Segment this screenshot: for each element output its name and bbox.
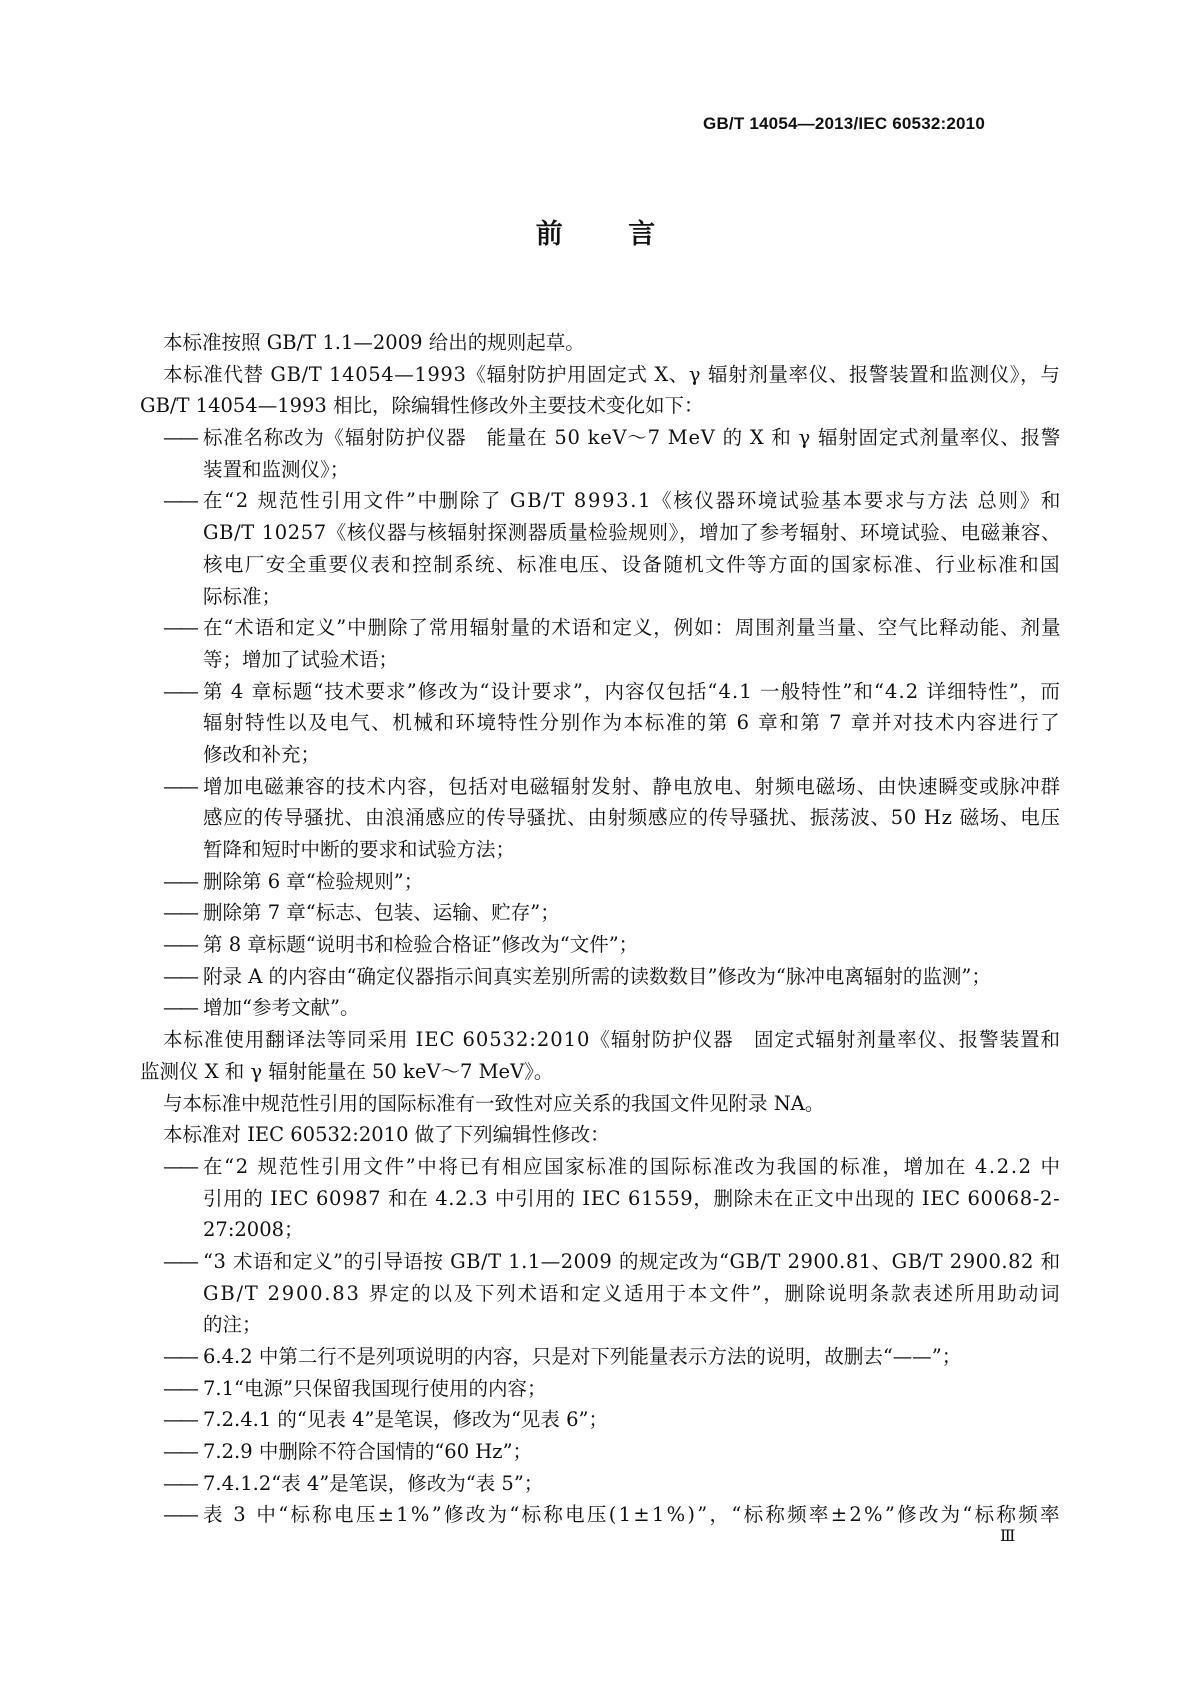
text-line (140, 327, 1060, 359)
text-line (140, 1436, 1060, 1468)
list-dash: —— (163, 1345, 196, 1368)
line-text: 本标准代替 GB/T 14054—1993《辐射防护用固定式 X、γ 辐射剂量率仪、报警装置和监测仪》，与 (163, 362, 1061, 386)
text-line (140, 1024, 1060, 1056)
document-body (140, 327, 1063, 1531)
text-line (140, 1468, 1060, 1500)
list-dash: —— (163, 964, 196, 988)
line-text: 在“术语和定义”中删除了常用辐射量的术语和定义，例如：周围剂量当量、空气比释动能、剂量 (203, 616, 1062, 640)
text-line (140, 454, 1060, 486)
list-dash: —— (163, 901, 196, 925)
line-text: 等；增加了试验术语； (203, 647, 399, 671)
list-item (140, 929, 1060, 961)
line-text: 7.2.9 中删除不符合国情的“60 Hz”； (203, 1440, 533, 1464)
list-dash: —— (163, 774, 196, 798)
text-line (140, 1056, 1060, 1088)
text-line (140, 1278, 1060, 1310)
line-text: 本标准按照 GB/T 1.1—2009 给出的规则起草。 (163, 331, 585, 354)
text-line (140, 834, 1060, 866)
line-text: 感应的传导骚扰、由浪涌感应的传导骚扰、由射频感应的传导骚扰、振荡波、50 Hz 磁场、电压 (203, 806, 1061, 830)
list-item (140, 1246, 1060, 1341)
line-text: 表 3 中“标称电压±1%”修改为“标称电压(1±1%)”，“标称频率±2%”修改为“标称频率 (203, 1503, 1062, 1527)
list-dash: —— (163, 1249, 196, 1273)
list-item (140, 1341, 1060, 1373)
text-line (140, 390, 1060, 422)
line-text: 引用的 IEC 60987 和在 4.2.3 中引用的 IEC 61559，删除未在正文中出现的 IEC 60068-2- (203, 1186, 1061, 1210)
list-dash: —— (163, 869, 196, 893)
text-line (140, 1151, 1060, 1183)
line-text: 7.4.1.2“表 4”是笔误，修改为“表 5”； (203, 1471, 544, 1495)
line-text: 第 8 章标题“说明书和检验合格证”修改为“文件”； (203, 933, 639, 957)
text-line (140, 707, 1060, 739)
paragraph (140, 327, 1060, 359)
list-item (140, 866, 1060, 898)
line-text: 增加电磁兼容的技术内容，包括对电磁辐射发射、静电放电、射频电磁场、由快速瞬变或脉冲群 (203, 774, 1061, 798)
text-line (140, 866, 1060, 898)
text-line (140, 1246, 1060, 1278)
text-line (140, 676, 1060, 708)
list-item (140, 992, 1060, 1024)
list-item (140, 1373, 1060, 1405)
text-line (140, 644, 1060, 676)
text-line (140, 802, 1060, 834)
line-text: 的注； (203, 1313, 262, 1337)
line-text: 在“2 规范性引用文件”中删除了 GB/T 8993.1《核仪器环境试验基本要求与方法 总则》和 (203, 489, 1063, 513)
page-number: Ⅲ (1000, 1526, 1016, 1545)
text-line (140, 929, 1060, 961)
line-text: 在“2 规范性引用文件”中将已有相应国家标准的国际标准改为我国的标准，增加在 4.2.2 中 (203, 1154, 1062, 1178)
list-dash: —— (163, 679, 196, 703)
text-line (140, 359, 1060, 391)
paragraph (140, 359, 1060, 422)
line-text: GB/T 2900.83 界定的以及下列术语和定义适用于本文件”，删除说明条款表述所用助动词 (203, 1281, 1062, 1305)
text-line (140, 1214, 1060, 1246)
text-line (140, 1309, 1060, 1341)
list-dash: —— (163, 1440, 196, 1464)
line-text: 删除第 6 章“检验规则”； (203, 869, 424, 893)
text-line (140, 771, 1060, 803)
line-text: GB/T 10257《核仪器与核辐射探测器质量检验规则》，增加了参考辐射、环境试验、电磁兼容、 (203, 521, 1062, 545)
list-item (140, 676, 1060, 771)
text-line (140, 897, 1060, 929)
list-dash: —— (163, 1154, 196, 1178)
list-dash: —— (163, 1376, 196, 1400)
line-text: 本标准使用翻译法等同采用 IEC 60532:2010《辐射防护仪器 固定式辐射剂量率仪、报警装置和 (163, 1028, 1061, 1052)
text-line (140, 485, 1063, 517)
paragraph (140, 1088, 1060, 1120)
text-line (140, 1341, 1060, 1373)
list-dash: —— (163, 1408, 196, 1432)
text-line (140, 581, 1060, 613)
list-dash: —— (163, 616, 196, 640)
list-item (140, 1404, 1060, 1436)
line-text: 修改和补充； (203, 742, 321, 766)
list-item (140, 961, 1060, 993)
line-text: 第 4 章标题“技术要求”修改为“设计要求”，内容仅包括“4.1 一般特性”和“4.2 详细特性”，而 (203, 679, 1062, 703)
list-item (140, 1499, 1060, 1531)
text-line (140, 517, 1060, 549)
line-text: 本标准对 IEC 60532:2010 做了下列编辑性修改： (163, 1123, 610, 1147)
list-item (140, 771, 1060, 866)
line-text: 际标准； (203, 584, 282, 608)
text-line (140, 549, 1060, 581)
text-line (140, 1499, 1060, 1531)
list-dash: —— (163, 1503, 196, 1527)
line-text: 27:2008； (203, 1218, 304, 1242)
list-item (140, 1151, 1060, 1246)
line-text: 6.4.2 中第二行不是列项说明的内容，只是对下列能量表示方法的说明，故删去“——”； (203, 1345, 962, 1368)
text-line (140, 1404, 1060, 1436)
list-dash: —— (163, 996, 196, 1020)
list-dash: —— (163, 426, 196, 450)
paragraph (140, 1024, 1060, 1087)
line-text: 7.1“电源”只保留我国现行使用的内容； (203, 1376, 547, 1400)
line-text: 7.2.4.1 的“见表 4”是笔误，修改为“见表 6”； (203, 1408, 609, 1432)
line-text: 与本标准中规范性引用的国际标准有一致性对应关系的我国文件见附录 NA。 (163, 1091, 825, 1115)
paragraph (140, 1119, 1060, 1151)
text-line (140, 1183, 1060, 1215)
list-dash: —— (163, 1471, 196, 1495)
text-line (140, 739, 1060, 771)
line-text: 监测仪 X 和 γ 辐射能量在 50 keV～7 MeV》。 (140, 1059, 554, 1083)
line-text: 装置和监测仪》； (203, 457, 350, 481)
line-text: 增加“参考文献”。 (203, 996, 360, 1020)
line-text: 核电厂安全重要仪表和控制系统、标准电压、设备随机文件等方面的国家标准、行业标准和国 (203, 552, 1061, 576)
list-dash: —— (163, 489, 196, 513)
line-text: 标准名称改为《辐射防护仪器 能量在 50 keV～7 MeV 的 X 和 γ 辐射固定式剂量率仪、报警 (203, 426, 1062, 450)
text-line (140, 1119, 1060, 1151)
page-title: 前 言 (535, 219, 684, 250)
line-text: 暂降和短时中断的要求和试验方法； (203, 838, 516, 861)
line-text: “3 术语和定义”的引导语按 GB/T 1.1—2009 的规定改为“GB/T 2900.81、GB/T 2900.82 和 (203, 1249, 1061, 1273)
text-line (140, 961, 1060, 993)
list-item (140, 897, 1060, 929)
line-text: 附录 A 的内容由“确定仪器指示间真实差别所需的读数数目”修改为“脉冲电离辐射的监测”； (203, 964, 991, 988)
list-item (140, 1468, 1060, 1500)
line-text: 辐射特性以及电气、机械和环境特性分别作为本标准的第 6 章和第 7 章并对技术内容进行了 (203, 711, 1062, 735)
line-text: 删除第 7 章“标志、包装、运输、贮存”； (203, 901, 560, 925)
list-dash: —— (163, 933, 196, 957)
list-item (140, 1436, 1060, 1468)
standard-code-header: GB/T 14054—2013/IEC 60532:2010 (703, 114, 985, 133)
list-item (140, 422, 1060, 485)
text-line (140, 612, 1060, 644)
line-text: GB/T 14054—1993 相比，除编辑性修改外主要技术变化如下： (140, 394, 704, 418)
text-line (140, 422, 1060, 454)
list-item (140, 485, 1063, 612)
text-line (140, 992, 1060, 1024)
text-line (140, 1373, 1060, 1405)
text-line (140, 1088, 1060, 1120)
list-item (140, 612, 1060, 675)
